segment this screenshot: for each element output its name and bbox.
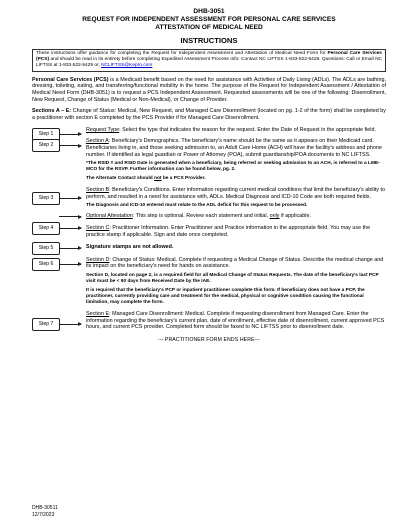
step-6-box: Step 6 [32,258,60,271]
step-6-pcp-note: It is required that the beneficiary's PCP or inpatient practitioner complete this form. If beneficiary does not have a PCP, the practitioner, currently providing care and treatment for the medical, physical or cognitive condition causing the functional limitation, may complete the form. [86,287,365,305]
notice-text-b: and should be read in its entirety before completing Expedited Assessment Process Info: Contact NC LIFTSS 1-833-522-5429. Questions: Call or Email NC LIFTSS at 1-833-522-5429 or, [36,57,382,69]
optional-arrow [59,216,81,217]
sections-paragraph [32,108,386,121]
step-7 [32,311,386,331]
step-3-title: Section B [86,187,110,194]
form-subtitle: ATTESTATION OF MEDICAL NEED [155,24,263,31]
pcs-intro-paragraph [32,77,386,104]
step-3 [32,187,386,209]
footer-form-code: DHB-30511 [32,505,58,512]
form-number: DHB-3051 [193,8,225,15]
signature-stamp-note: Signature stamps are not allowed. [86,244,174,251]
step-6-arrow [59,264,81,265]
step-3-diagnosis-note: The Diagnosis and ICD-10 entered must relate to the ADL deficit for this request to be processed. [86,203,308,209]
step-1-arrow [59,134,81,135]
step-2-alt-contact-note: The Alternate Contact should not be a PCS Provider. [86,176,206,182]
step-6-required-note: Section D, located on page 2, is a required field for all Medical Change of Status Requests. The date of the beneficiary's last PCP visit must be < 90 days from Received Date by the IAE. [86,272,379,284]
notice-text-a: These instructions offer guidance for completing the Request for Independent Assessment and Attestation of Medical Need Form for [36,51,328,56]
sections-text: Change of Status: Medical, New Request, and Managed Care Disenrollment (located on pg. 1-2 of the form) shall be completed by a practitioner with section E completed by the PCS Provider if for Managed Care Disenrollment. [32,108,387,122]
step-4-text: : Practitioner Information. Enter Practitioner and Practice information in the appropriate field. You may use the practice stamp if applicable. Sign and date once completed. [86,224,371,238]
notice-bold: Personal Care Services (PCS) [36,51,382,63]
step-2-arrow [59,145,81,146]
form-title: REQUEST FOR INDEPENDENT ASSESSMENT FOR PERSONAL CARE SERVICES [82,16,336,23]
step-4 [32,225,386,238]
form-ends-marker: --- PRACTITIONER FORM ENDS HERE--- [157,336,261,343]
step-1-text: : Select the type that indicates the reason for the request. Enter the Date of Request in the appropriate field. [119,126,376,133]
step-6-title: Section D [86,256,110,263]
step-2-text: : Beneficiary's Demographics. The beneficiary's name should be the same as it appears on their Medicaid card. Beneficiaries living in, and those seeking admission to, an Adult Care Home (ACH) will have the facility's address and phone number. If identified as legal guardian or Power of Attorney (POA), submit guardianship/POA documents to NC LIFTSS. [86,138,382,158]
support-email-link[interactable]: NCLIFTSS@Kepro.com [101,63,153,69]
optional-attestation: Optional Attestation: This step is optional. Review each statement and initial, only if applicable. [32,213,386,220]
footer-date: 12/7/2023 [32,511,55,518]
step-1-box: Step 1 [32,128,60,141]
step-1 [32,126,386,137]
intro-lead: Personal Care Services (PCS) [32,76,109,83]
document-header [32,8,386,46]
optional-title: Optional Attestation [86,213,133,220]
step-3-box: Step 3 [32,192,60,205]
document-footer [32,505,58,518]
step-4-arrow [59,228,81,229]
intro-text: is a Medicaid benefit based on the need for assistance with Activities of Daily Living (ADLs). The ADLs are bathing, dressing, toileting, eating, and transferring/functional mobility in the home. The purpose of the Request for Independent Assessment / Attestation of Medical Need Form (DHB-3051) is to request a PCS Independent Assessment. Requested assessments will be one of the following: Disenrollment, New Request, Change of Status (Medical or Non-Medical), or Change of Provider. [32,76,386,103]
step-4-title: Section C [86,224,110,231]
step-3-arrow [59,198,81,199]
step-1-title: Request Type [86,126,120,133]
step-2-rsid-note: *The RSID # and RSID Date is generated when a beneficiary, being referred or seeking admission to an ACH, is referred to a LME-MCO for the RSVP. Further information can be found below, pg. 2. [86,161,380,173]
step-7-text: : Managed Care Disenrollment: Medical. Complete if requesting disenrollment from Managed Care. Enter the information regarding the beneficiary's current plan, date of enrollment, effective date of disenrollment, current approved PCS hours, and current PCS provider. Completed form should be faxed to NC LIFTSS prior to disenrollment date. [86,310,385,331]
instructions-heading: INSTRUCTIONS [180,36,238,45]
step-5 [32,244,386,251]
step-3-text: : Beneficiary's Conditions. Enter information regarding current medical conditions that limit the beneficiary's ability to perform, and resulted in a need for assistance with, ADLs. Medical Diagnosis and ICD-10 Code are both required fields. [86,187,385,200]
step-2-title: Section A [86,138,109,145]
step-7-arrow [59,324,81,325]
document-page [0,8,400,526]
step-7-title: Section E [86,310,110,317]
step-6 [32,257,386,306]
sections-lead: Sections A – E: [32,108,72,115]
step-7-box: Step 7 [32,318,60,331]
step-5-box: Step 5 [32,242,60,255]
step-6-text: : Change of Status: Medical. Complete if requesting a Medical Change of Status. Describe the medical change and its impact on the beneficiary's need for hands on assistance. [86,256,384,270]
step-4-box: Step 4 [32,222,60,235]
step-5-arrow [59,248,81,249]
step-2-box: Step 2 [32,139,60,152]
step-2 [32,138,386,182]
instructions-notice-box [32,49,386,72]
